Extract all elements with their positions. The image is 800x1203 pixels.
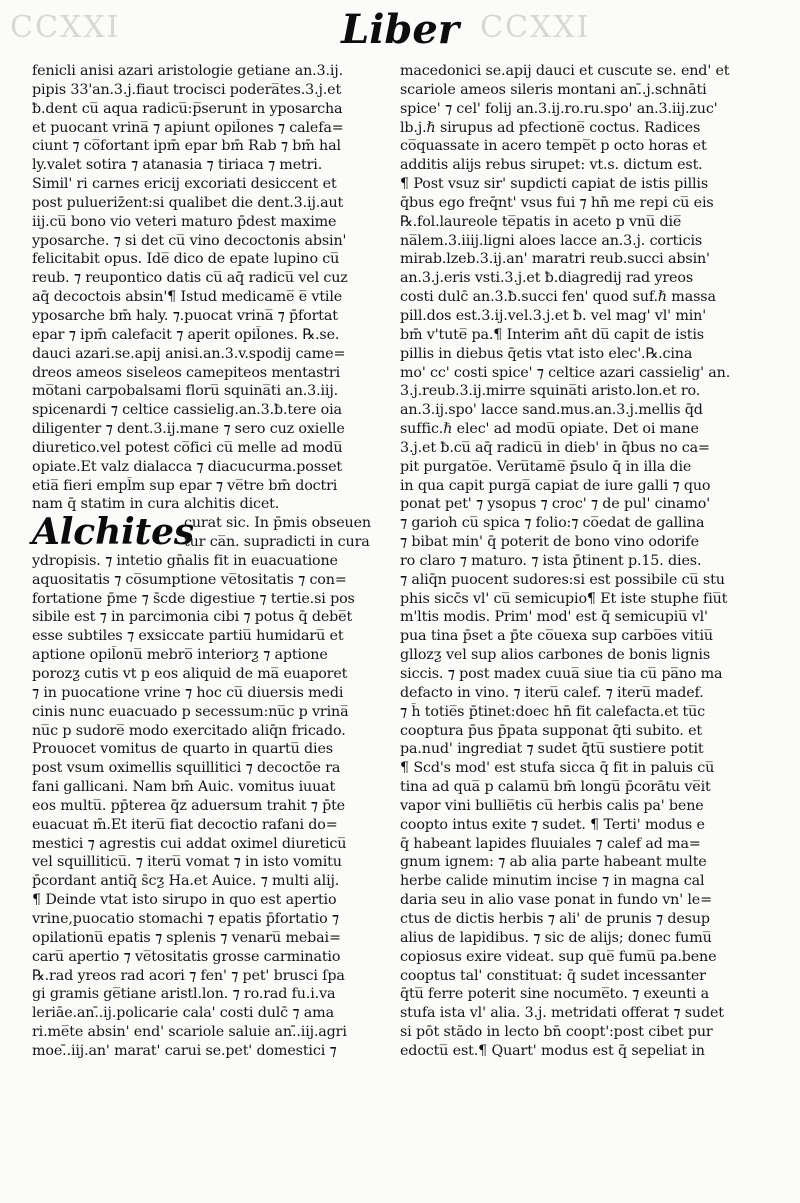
text-line: defacto in vino. ⁊ iteru̅ calef. ⁊ iteru̅ madef.: [400, 684, 704, 701]
column-gutter: [395, 62, 396, 1182]
text-line: 3.j.reub.3.ij.mirre squina̅ti aristo.lon.et ro.: [400, 383, 701, 400]
text-line: pill.dos est.3.ij.vel.3.j.et ƀ. vel mag' vl' min': [400, 307, 707, 324]
text-line: tina ad qua̅ p calamu̅ bm̄ longu̅ p̄corātu ve̅it: [400, 779, 711, 796]
text-line: costi dulc̄ an.3.ƀ.succi fen' quod suf.ℏ massa: [400, 289, 716, 306]
text-line: et puocant vrina̅ ⁊ apiunt opil̄ones ⁊ calefa=: [32, 119, 344, 136]
text-line: spice' ⁊ cel' folij an.3.ij.ro.ru.spo' an.3.iij.zuc': [400, 100, 718, 117]
chapter-initial-word: Alchites: [32, 511, 194, 554]
text-line: post pulueriz̄ent:si qualibet die dent.3.ij.aut: [32, 194, 344, 211]
text-line: mirab.lzeb.3.ij.an' maratri reub.succi absin': [400, 251, 710, 268]
text-line: cooptura p̄us p̄pata supponat q̄ti subito. et: [400, 722, 702, 739]
text-line: q̄tu̅ ferre poterit sine nocume̅to. ⁊ exeunti a: [400, 986, 709, 1003]
text-line: ℞.fol.laureole te̅patis in aceto p vnu̅ die̅: [400, 213, 682, 230]
text-line: ℞.rad yreos rad acori ⁊ fen' ⁊ pet' brusci ſpa: [32, 967, 345, 984]
left-column-bottom-text: [32, 552, 390, 1061]
text-line: additis alijs rebus sirupet: vt.s. dictum est.: [400, 157, 703, 174]
text-line: caru̅ apertio ⁊ ve̅tositatis grosse carminatio: [32, 948, 341, 965]
running-title: Liber: [341, 6, 459, 53]
text-line: nam q̄ statim in cura alchitis dicet.: [32, 496, 280, 513]
text-line: esse subtiles ⁊ exsiccate partiu̅ humidaru̅ et: [32, 628, 344, 645]
text-line: mestici ⁊ agrestis cui addat oximel diureticu̅: [32, 835, 347, 852]
text-line: suffic.ℏ elec' ad modu̅ opiate. Det oi mane: [400, 421, 699, 438]
text-line: co̅quassate in acero tempe̅t p octo horas et: [400, 138, 707, 155]
text-line: ciunt ⁊ co̅fortant ipm̄ epar bm̄ Rab ⁊ bm̄ hal: [32, 138, 341, 155]
text-line: pua tina p̄set a p̄te co̅uexa sup carbo̅es vitiu̅: [400, 628, 713, 645]
text-line: diligenter ⁊ dent.3.ij.mane ⁊ sero cuz oxielle: [32, 421, 345, 438]
text-line: mo̅tani carpobalsami floru̅ squina̅ti an.3.iij.: [32, 383, 339, 400]
text-line: ƀ.dent cu̅ aqua radicu̅:p̅serunt in yposarcha: [32, 100, 343, 117]
text-line: m'ltis modis. Prim' mod' est q̄ semicupiu̅ vl': [400, 609, 708, 626]
text-line: in qua capit purga̅ capiat de iure galli ⁊ quo: [400, 477, 711, 494]
text-line: aq̄ decoctois absin'¶ Istud medicame̅ e̅ vtile: [32, 289, 343, 306]
text-line: ¶ Deinde vtat isto sirupo in quo est apertio: [32, 892, 337, 909]
text-line: ⁊ h̄ totie̅s p̄tinet:doec hn̄ fit calefacta.et tu̅c: [400, 703, 706, 720]
text-line: ydropisis. ⁊ intetio gn̄alis fit in euacuatione: [32, 552, 338, 569]
text-line: iij.cu̅ bono vio veteri maturo p̄dest maxime: [32, 213, 337, 230]
text-line: p̄cordant antiq̄ s̄cƺ Ha.et Auice. ⁊ multi alij.: [32, 873, 340, 890]
text-line: opilationu̅ epatis ⁊ splenis ⁊ venaru̅ mebai=: [32, 929, 341, 946]
text-line: ro claro ⁊ maturo. ⁊ ista p̄tinent p.15. dies.: [400, 552, 702, 569]
text-line: porozƺ cutis vt p eos aliquid de ma̅ euaporet: [32, 666, 348, 682]
text-line: fortatione p̄me ⁊ s̄cde digestiue ⁊ tertie.si pos: [32, 590, 355, 607]
right-column-text: [400, 62, 772, 1061]
text-line: an.3.j.eris vsti.3.j.et ƀ.diagredij rad yreos: [400, 270, 694, 287]
text-line: ⁊ garioh cu̅ spica ⁊ folio:⁊ co̅edat de gallina: [400, 515, 705, 532]
text-line: daria seu in alio vase ponat in fundo vn' le=: [400, 892, 712, 909]
text-line: fani gallicani. Nam bm̄ Auic. vomitus iuuat: [32, 779, 336, 796]
text-line: an.3.ij.spo' lacce sand.mus.an.3.j.mellis q̄d: [400, 402, 703, 419]
text-line: lb.j.ℏ sirupus ad pfectione̅ coctus. Radices: [400, 119, 701, 136]
chapter-initial-lines: [184, 514, 390, 552]
text-line: gllozƺ vel sup alios carbones de bonis lignis: [400, 647, 711, 664]
text-line: eos multu̅. pp̄terea q̄z aduersum trahit ⁊ p̄te: [32, 797, 345, 814]
text-line: ¶ Post vsuz sir' supdicti capiat de istis pillis: [400, 176, 709, 193]
text-line: pipis 33'an.3.j.fiaut trocisci podera̅tes.3.j.et: [32, 81, 342, 98]
text-line: dauci azari.se.apij anisi.an.3.v.spodij came=: [32, 345, 346, 362]
text-line: vrine,puocatio stomachi ⁊ epatis p̄fortatio ⁊: [32, 910, 339, 927]
text-line: sibile est ⁊ in parcimonia cibi ⁊ potus q̄ debe̅t: [32, 609, 353, 626]
text-line: epar ⁊ ipm̄ calefacit ⁊ aperit opil̄ones. ℞.se.: [32, 326, 340, 343]
text-line: tur ca̅n. supradicti in cura: [184, 534, 370, 551]
text-line: nu̅c p sudore̅ modo exercitado aliq̄n fricado.: [32, 722, 346, 739]
text-line: mo' cc' costi spice' ⁊ celtice azari cassielig' an.: [400, 364, 731, 381]
text-line: fenicli anisi azari aristologie getiane an.3.ij.: [32, 63, 343, 79]
text-line: opiate.Et valz dialacca ⁊ diacucurma.posset: [32, 458, 342, 475]
text-line: phis sicc̄s vl' cu̅ semicupio¶ Et iste stuphe fiu̅t: [400, 590, 728, 607]
text-line: diuretico.vel potest co̅fici cu̅ melle ad modu̅: [32, 439, 343, 456]
left-column: [32, 62, 390, 1061]
text-line: vapor vini bullie̅tis cu̅ herbis calis pa' bene: [400, 797, 704, 814]
left-column-top-text: [32, 62, 390, 514]
text-line: yposarche bm̄ haly. ⁊.puocat vrina̅ ⁊ p̄fortat: [32, 307, 338, 324]
text-line: leriāe.an.̄.ij.policarie cala' costi dulc̄ ⁊ ama: [32, 1005, 334, 1022]
text-line: spicenardi ⁊ celtice cassielig.an.3.ƀ.tere oia: [32, 402, 342, 419]
text-line: ⁊ aliq̄n puocent sudores:si est possibile cu̅ stu: [400, 571, 725, 588]
text-line: 3.j.et ƀ.cu̅ aq̄ radicu̅ in dieb' in q̄bus no ca=: [400, 439, 710, 456]
text-line: vel squilliticu̅. ⁊ iteru̅ vomat ⁊ in isto vomitu: [32, 854, 342, 871]
right-column: [400, 62, 772, 1061]
text-line: ri.me̅te absin' end' scariole saluie an.̄.iij.agri: [32, 1024, 347, 1041]
text-line: gnum ignem: ⁊ ab alia parte habeant multe: [400, 854, 707, 871]
text-line: curat sic. In p̄mis obseuen: [184, 515, 371, 532]
text-line: aquositatis ⁊ co̅sumptione ve̅tositatis ⁊ con=: [32, 571, 347, 588]
text-line: ponat pet' ⁊ ysopus ⁊ croc' ⁊ de pul' cinamo': [400, 496, 710, 513]
text-line: ⁊ in puocatione vrine ⁊ hoc cu̅ diuersis medi: [32, 684, 344, 701]
text-line: ¶ Scd's mod' est stufa sicca q̄ fit in paluis cu̅: [400, 760, 715, 777]
text-line: herbe calide minutim incise ⁊ in magna cal: [400, 873, 705, 890]
text-line: coopto intus exite ⁊ sudet. ¶ Terti' modus e: [400, 816, 705, 833]
chapter-initial-block: [32, 511, 390, 554]
text-line: siccis. ⁊ post madex cuua̅ siue tia cu̅ pa̅no ma: [400, 666, 723, 682]
text-line: ⁊ bibat min' q̄ poterit de bono vino odorife: [400, 534, 699, 551]
text-line: scariole ameos sileris montani an.̄.j.schnāti: [400, 81, 707, 98]
text-line: pit purgato̅e. Veru̅tame̅ p̄sulo q̄ in illa die: [400, 458, 692, 475]
bleed-through-right: CCXXI: [480, 10, 591, 45]
text-line: q̄bus ego freq̄nt' vsus fui ⁊ hn̄ me repi cu̅ eis: [400, 194, 714, 211]
text-line: ctus de dictis herbis ⁊ ali' de prunis ⁊ desup: [400, 910, 710, 927]
text-line: aptione opil̄onu̅ mebro̅ interiorƺ ⁊ aptione: [32, 647, 328, 664]
text-line: euacuat m̄.Et iteru̅ fiat decoctio rafani do=: [32, 816, 338, 833]
text-line: alius de lapidibus. ⁊ sic de alijs; donec fumu̅: [400, 929, 712, 946]
bleed-through-left: CCXXI: [10, 10, 121, 45]
text-line: q̄ habeant lapides fluuiales ⁊ calef ad ma=: [400, 835, 701, 852]
text-line: si pōt stādo in lecto bn̄ coopt':post cibet pur: [400, 1024, 713, 1041]
text-line: felicitabit opus. Ide̅ dico de epate lupino cu̅: [32, 251, 340, 268]
text-line: post vsum oximellis squillitici ⁊ decoctōe ra: [32, 760, 341, 777]
text-line: pa.nud' ingrediat ⁊ sudet q̄tu̅ sustiere potit: [400, 741, 704, 758]
text-line: Prouocet vomitus de quarto in quartu̅ dies: [32, 741, 333, 758]
text-line: na̅lem.3.iiij.ligni aloes lacce an.3.j. corticis: [400, 232, 703, 249]
text-line: moe.̄.iij.an' marat' carui se.pet' domestici ⁊: [32, 1042, 337, 1059]
text-line: pillis in diebus q̄etis vtat isto elec'.℞.cina: [400, 345, 693, 362]
text-line: yposarche. ⁊ si det cu̅ vino decoctonis absin': [32, 232, 347, 249]
text-line: copiosus exire videat. sup que̅ fumu̅ pa.bene: [400, 948, 717, 965]
text-line: stufa ista vl' alia. 3.j. metridati offerat ⁊ sudet: [400, 1005, 724, 1022]
text-line: cooptus tal' constituat: q̄ sudet incessanter: [400, 967, 706, 984]
text-line: reub. ⁊ reupontico datis cu̅ aq̄ radicu̅ vel cuz: [32, 270, 348, 287]
text-line: macedonici se.apij dauci et cuscute se. end' et: [400, 63, 730, 79]
text-line: bm̄ v'tute̅ pa.¶ Interim an̄t du̅ capit de istis: [400, 326, 704, 343]
text-line: dreos ameos siseleos camepiteos mentastri: [32, 364, 340, 381]
text-line: etia̅ fieri empl̄m sup epar ⁊ ve̅tre bm̄ doctri: [32, 477, 338, 494]
text-line: edoctu̅ est.¶ Quart' modus est q̄ sepeliat in: [400, 1042, 705, 1059]
text-line: ly.valet sotira ⁊ atanasia ⁊ tiriaca ⁊ metri.: [32, 157, 323, 174]
text-line: cinis nunc euacuado p secessum:nu̅c p vrina̅: [32, 703, 349, 720]
text-line: gi gramis ge̅tiane aristl.lon. ⁊ ro.rad fu.i.va: [32, 986, 336, 1003]
text-line: Simil' ri carnes ericij excoriati desiccent et: [32, 176, 337, 193]
